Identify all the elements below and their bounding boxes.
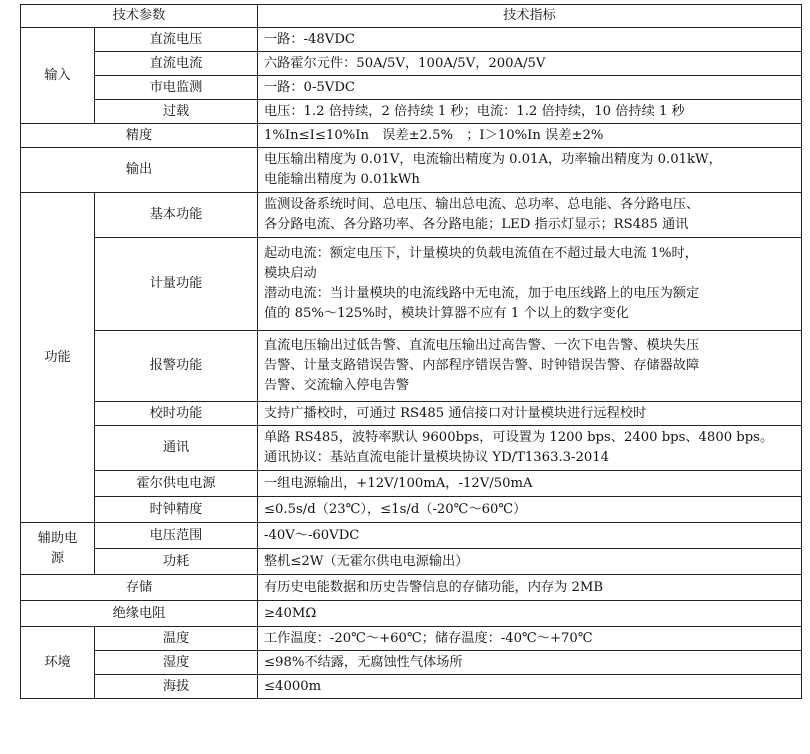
param-value — [258, 331, 802, 402]
param-name: 电压范围 — [95, 523, 258, 549]
value-line: 模块启动 — [264, 266, 317, 281]
param-name: 基本功能 — [95, 193, 258, 238]
param-name: 直流电压 — [95, 28, 258, 52]
param-name: 湿度 — [95, 651, 258, 675]
param-value: 六路霍尔元件：50A/5V，100A/5V，200A/5V — [258, 52, 802, 76]
spec-table — [20, 4, 802, 699]
param-value: 支持广播校时，可通过 RS485 通信接口对计量模块进行远程校时 — [258, 402, 802, 426]
param-value: ≤0.5s/d（23℃），≤1s/d（-20℃～60℃） — [258, 497, 802, 523]
table-row — [21, 575, 802, 601]
value-line: 各分路电流、各分路功率、各分路电能；LED 指示灯显示；RS485 通讯 — [264, 217, 689, 232]
table-row — [21, 124, 802, 148]
table-row — [21, 402, 802, 426]
param-value — [258, 426, 802, 471]
table-row — [21, 675, 802, 699]
value-line: 电压输出精度为 0.01V，电流输出精度为 0.01A，功率输出精度为 0.01kW， — [264, 152, 722, 167]
table-row — [21, 651, 802, 675]
param-name: 过载 — [95, 100, 258, 124]
table-row — [21, 331, 802, 402]
group-environment: 环境 — [21, 627, 95, 699]
param-name: 通讯 — [95, 426, 258, 471]
header-spec: 技术指标 — [258, 5, 802, 28]
header-row — [21, 5, 802, 28]
table-row — [21, 52, 802, 76]
table-row — [21, 549, 802, 575]
param-value — [258, 238, 802, 331]
value-line: 起动电流：额定电压下，计量模块的负载电流值在不超过最大电流 1%时， — [264, 246, 698, 261]
param-value: 一路：-48VDC — [258, 28, 802, 52]
value-line: 电能输出精度为 0.01kWh — [264, 172, 420, 187]
group-aux-power — [21, 523, 95, 575]
value-line: 告警、交流输入停电告警 — [264, 378, 410, 393]
table-row — [21, 523, 802, 549]
param-value: 一组电源输出，+12V/100mA，-12V/50mA — [258, 471, 802, 497]
value-line: 值的 85%～125%时，模块计算器不应有 1 个以上的数字变化 — [264, 306, 629, 321]
value-line: 通讯协议：基站直流电能计量模块协议 YD/T1363.3-2014 — [264, 450, 610, 465]
group-line: 源 — [50, 550, 65, 566]
param-name: 市电监测 — [95, 76, 258, 100]
header-param: 技术参数 — [21, 5, 258, 28]
table-row — [21, 471, 802, 497]
group-line: 辅助电 — [37, 530, 78, 546]
param-name: 时钟精度 — [95, 497, 258, 523]
param-value — [258, 148, 802, 193]
value-line: 直流电压输出过低告警、直流电压输出过高告警、一次下电告警、模块失压 — [264, 338, 700, 353]
param-value: 一路：0-5VDC — [258, 76, 802, 100]
table-row — [21, 76, 802, 100]
table-row — [21, 426, 802, 471]
param-name: 温度 — [95, 627, 258, 651]
group-input: 输入 — [21, 28, 95, 124]
param-name: 校时功能 — [95, 402, 258, 426]
param-name: 存储 — [21, 575, 258, 601]
param-name: 绝缘电阻 — [21, 601, 258, 627]
param-name: 直流电流 — [95, 52, 258, 76]
param-name: 海拔 — [95, 675, 258, 699]
table-row — [21, 193, 802, 238]
param-value: ≤4000m — [258, 675, 802, 699]
table-row — [21, 100, 802, 124]
table-row — [21, 148, 802, 193]
param-value: ≤98%不结露，无腐蚀性气体场所 — [258, 651, 802, 675]
value-line: 告警、计量支路错误告警、内部程序错误告警、时钟错误告警、存储器故障 — [264, 358, 700, 373]
param-name: 功耗 — [95, 549, 258, 575]
param-name: 霍尔供电电源 — [95, 471, 258, 497]
param-name: 计量功能 — [95, 238, 258, 331]
value-line: 监测设备系统时间、总电压、输出总电流、总功率、总电能、各分路电压、 — [264, 197, 700, 212]
param-value: ≥40MΩ — [258, 601, 802, 627]
param-value: 工作温度：-20℃～+60℃；储存温度：-40℃～+70℃ — [258, 627, 802, 651]
param-value: 有历史电能数据和历史告警信息的存储功能，内存为 2MB — [258, 575, 802, 601]
param-name: 报警功能 — [95, 331, 258, 402]
param-value: 整机≤2W（无霍尔供电电源输出） — [258, 549, 802, 575]
table-row — [21, 497, 802, 523]
group-function: 功能 — [21, 193, 95, 523]
value-line: 单路 RS485，波特率默认 9600bps，可设置为 1200 bps、2400 bps、4800 bps。 — [264, 430, 774, 445]
table-row — [21, 627, 802, 651]
param-name: 输出 — [21, 148, 258, 193]
table-row — [21, 238, 802, 331]
param-value: 电压：1.2 倍持续，2 倍持续 1 秒；电流：1.2 倍持续，10 倍持续 1 秒 — [258, 100, 802, 124]
param-value — [258, 193, 802, 238]
param-value: -40V～-60VDC — [258, 523, 802, 549]
param-value: 1%In≤I≤10%In 误差±2.5% ；I＞10%In 误差±2% — [258, 124, 802, 148]
value-line: 潜动电流：当计量模块的电流线路中无电流，加于电压线路上的电压为额定 — [264, 286, 700, 301]
table-row — [21, 601, 802, 627]
table-row — [21, 28, 802, 52]
param-name: 精度 — [21, 124, 258, 148]
